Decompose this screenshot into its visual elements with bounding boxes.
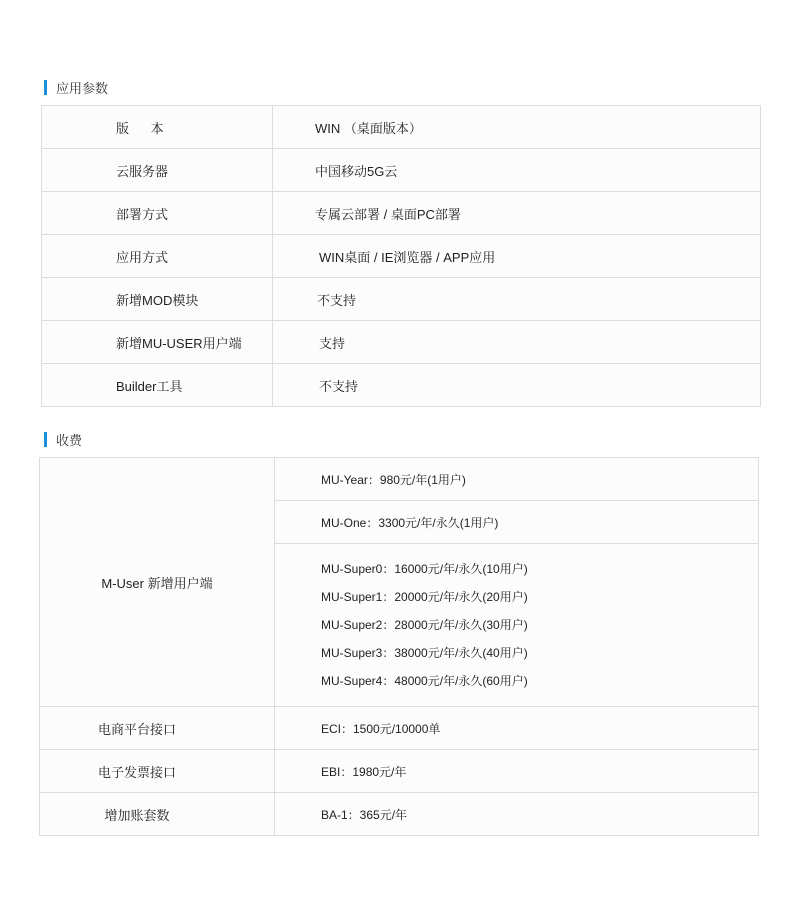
- super-plan-item: MU-Super0：16000元/年/永久(10用户): [321, 562, 528, 576]
- fee-value: EBI：1980元/年: [275, 750, 759, 793]
- params-section-title: [44, 78, 108, 97]
- super-plan-item: MU-Super2：28000元/年/永久(30用户): [321, 618, 528, 632]
- param-label: 新增MU-USER用户端: [42, 321, 273, 364]
- param-label: 部署方式: [42, 192, 273, 235]
- fees-section-title: [44, 430, 82, 449]
- super-plans-cell: [275, 544, 759, 707]
- param-value: WIN桌面 / IE浏览器 / APP应用: [273, 235, 761, 278]
- table-row: [42, 106, 761, 149]
- param-value: 专属云部署 / 桌面PC部署: [273, 192, 761, 235]
- params-title-text: 应用参数: [56, 81, 109, 96]
- param-value: 不支持: [273, 364, 761, 407]
- fee-value: BA-1：365元/年: [275, 793, 759, 836]
- param-value: 不支持: [273, 278, 761, 321]
- param-value: WIN （桌面版本）: [273, 106, 761, 149]
- param-label: 应用方式: [42, 235, 273, 278]
- table-row: [40, 458, 759, 501]
- param-label: 版 本: [42, 106, 273, 149]
- title-accent-bar: [44, 80, 47, 95]
- fee-value: MU-One：3300元/年/永久(1用户): [275, 501, 759, 544]
- table-row: [42, 321, 761, 364]
- super-plan-item: MU-Super1：20000元/年/永久(20用户): [321, 590, 528, 604]
- fees-table: [39, 457, 759, 836]
- param-label: Builder工具: [42, 364, 273, 407]
- fee-label-text: 电商平台接口: [97, 721, 176, 737]
- table-row: [42, 149, 761, 192]
- table-row: [40, 707, 759, 750]
- fee-value: MU-Year：980元/年(1用户): [275, 458, 759, 501]
- fee-label: [40, 793, 275, 836]
- fee-label: [40, 750, 275, 793]
- super-plans-list: [321, 545, 757, 705]
- table-row: [40, 793, 759, 836]
- param-value: 支持: [273, 321, 761, 364]
- param-label: 云服务器: [42, 149, 273, 192]
- table-row: [42, 364, 761, 407]
- title-accent-bar: [44, 432, 47, 447]
- super-plan-item: MU-Super3：38000元/年/永久(40用户): [321, 646, 528, 660]
- fees-title-text: 收费: [56, 433, 83, 448]
- table-row: [42, 278, 761, 321]
- fee-label-text: 电子发票接口: [97, 764, 176, 780]
- muser-label-text: M-User 新增用户端: [101, 575, 213, 591]
- muser-label: [40, 458, 275, 707]
- params-table: [41, 105, 761, 407]
- fee-value: ECI：1500元/10000单: [275, 707, 759, 750]
- table-row: [40, 750, 759, 793]
- param-value: 中国移动5G云: [273, 149, 761, 192]
- table-row: [42, 192, 761, 235]
- param-label: 新增MOD模块: [42, 278, 273, 321]
- table-row: [42, 235, 761, 278]
- super-plan-item: MU-Super4：48000元/年/永久(60用户): [321, 674, 528, 688]
- fee-label: [40, 707, 275, 750]
- fee-label-text: 增加账套数: [104, 807, 170, 823]
